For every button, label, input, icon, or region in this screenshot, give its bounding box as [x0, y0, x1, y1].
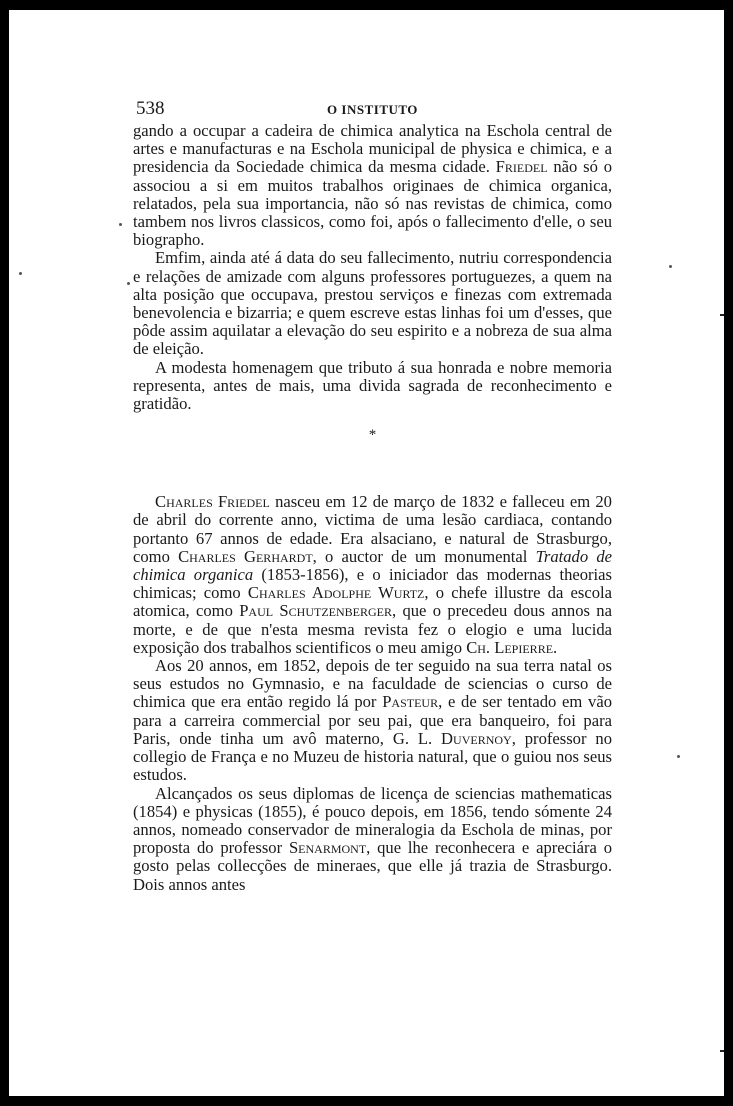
text-run: Alcançados os seus diplomas de licença de sciencias mathematicas (1854) e physicas (1855), é pouco depois, em 1856, tendo sómente 24 annos, nomeado conservador de mineralogia da Eschola de minas, por proposta do professor: [133, 783, 612, 858]
person-name: Friedel: [495, 157, 548, 177]
text-run: , e de ser tentado em vão para a carreira commercial por seu pai, que era banqueiro, foi para Paris, onde tinha um avô materno,: [133, 692, 612, 748]
person-name: Ch. Lepierre: [466, 637, 554, 657]
edge-mark: [720, 1050, 724, 1052]
section-separator: *: [368, 427, 377, 444]
person-name: Paul Schutzenberger: [239, 601, 392, 621]
person-name: G. L. Duvernoy: [392, 728, 512, 748]
text-run: não só o associou a si em muitos trabalhos originaes de chimica organica, relatados, pela sua importancia, não só nas revistas de chimica, como tambem nos livros classicos, como foi, após o fallecimento d'elle, o seu biographo.: [133, 157, 612, 250]
text-run: .: [553, 637, 558, 657]
page-header: [133, 90, 612, 122]
spacer: [133, 447, 612, 493]
running-title: O INSTITUTO: [327, 102, 418, 117]
speck-mark: [19, 272, 22, 275]
book-title: Tratado de chimica organica: [133, 546, 612, 585]
speck-mark: [669, 265, 672, 268]
text-run: , professor no collegio de França e no Muzeu de historia natural, que o guiou nos seus estudos.: [133, 728, 612, 785]
text-run: , que lhe reconhecera e apreciára o gosto pelas collecções de mineraes, que elle já trazia de Strasburgo. Dois annos antes: [133, 838, 613, 894]
person-name: Senarmont: [288, 838, 367, 858]
paragraph: [133, 493, 612, 657]
person-name: Pasteur: [382, 692, 439, 712]
person-name: Charles Friedel: [155, 492, 270, 512]
paragraph: [133, 657, 612, 784]
speck-mark: [119, 223, 122, 226]
section-biography: [133, 493, 612, 893]
person-name: Charles Gerhardt: [178, 546, 313, 566]
paragraph: [133, 122, 612, 249]
page-content: [133, 90, 612, 894]
paragraph: Emfim, ainda até á data do seu fallecimento, nutriu correspondencia e relações de amizade com alguns professores portuguezes, a quem na alta posição que occupava, prestou serviços e finezas com extremada benevolencia e bizarria; e quem escreve estas linhas foi um d'esses, que pôde assim aquilatar a elevação do seu espirito e a nobreza de sua alma de eleição.: [133, 248, 612, 359]
paragraph: A modesta homenagem que tributo á sua honrada e nobre memoria representa, antes de mais, uma divida sagrada de reconhecimento e gratidão.: [133, 357, 612, 414]
text-run: , que o precedeu dous annos na morte, e de que n'esta mesma revista fez o elogio e uma lucida exposição dos trabalhos scientificos o meu amigo: [133, 601, 612, 657]
text-run: gando a occupar a cadeira de chimica analytica na Eschola central de artes e manufacturas e na Eschola municipal de physica e chimica, e a presidencia da Sociedade chimica da mesma cidade.: [133, 121, 612, 177]
text-run: , o auctor de um monumental: [312, 546, 536, 566]
speck-mark: [127, 282, 130, 285]
text-run: (1853-1856), e o iniciador das modernas theorias chimicas; como: [133, 565, 612, 603]
book-page: [9, 10, 724, 1096]
person-name: Charles Adolphe Wurtz: [247, 583, 425, 603]
text-run: Aos 20 annos, em 1852, depois de ter seguido na sua terra natal os seus estudos no Gymnasio, e na faculdade de sciencias o curso de chimica que era então regido lá por: [133, 656, 612, 712]
paragraph: [133, 785, 612, 894]
speck-mark: [677, 755, 680, 758]
text-run: nasceu em 12 de março de 1832 e falleceu em 20 de abril do corrente anno, victima de uma lesão cardiaca, contando portanto 67 annos de edade. Era alsaciano, e natural de Strasburgo, como: [133, 492, 612, 566]
page-number: 538: [136, 98, 165, 119]
edge-mark: [720, 314, 724, 316]
text-run: , o chefe illustre da escola atomica, como: [133, 583, 612, 621]
section-obituary-end: [133, 122, 612, 413]
